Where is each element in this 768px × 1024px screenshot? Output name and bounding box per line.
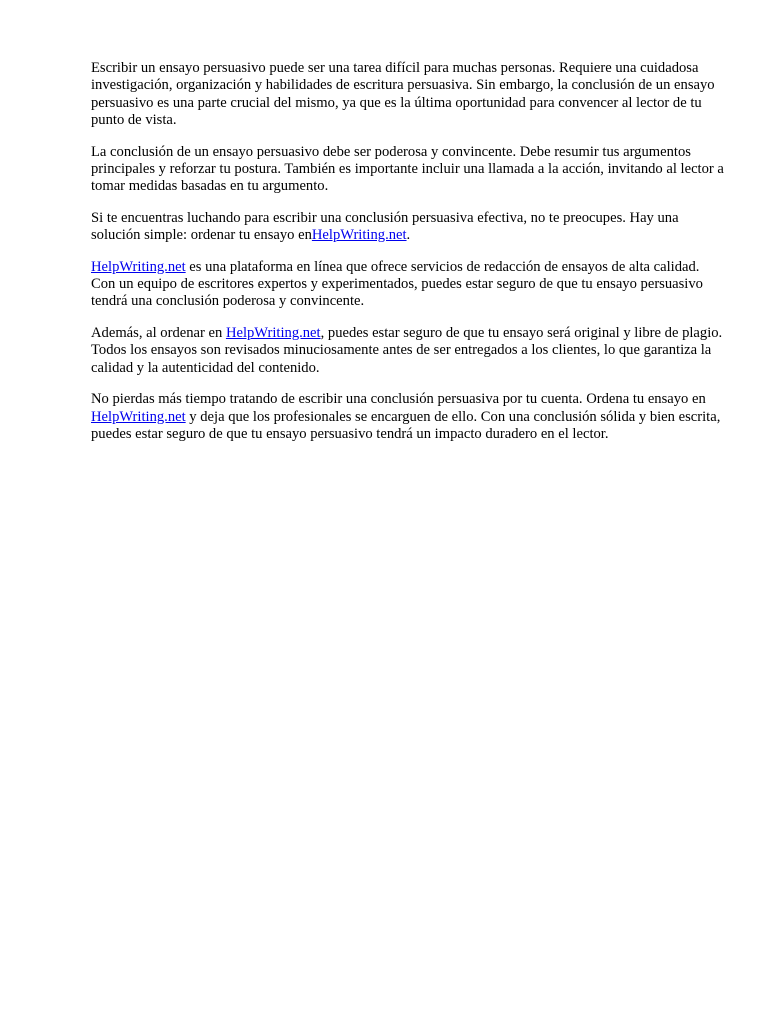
paragraph-conclusion-role: La conclusión de un ensayo persuasivo debe ser poderosa y convincente. Debe resumir tus argumentos principales y reforzar tu postura. También es importante incluir una llamada a la acción, invitando al lector a tomar medidas basadas en tu argumento. xyxy=(91,143,724,195)
helpwriting-link[interactable]: HelpWriting.net xyxy=(91,408,186,425)
paragraph-text: y deja que los profesionales se encarguen de ello. Con una conclusión sólida y bien escrita, puedes estar seguro de que tu ensayo persuasivo tendrá un impacto duradero en el lector. xyxy=(91,408,721,442)
paragraph-call-to-action xyxy=(91,391,727,443)
paragraph-text: No pierdas más tiempo tratando de escribir una conclusión persuasiva por tu cuenta. Ordena tu ensayo en xyxy=(91,391,706,408)
document-page xyxy=(91,60,727,457)
helpwriting-link[interactable]: HelpWriting.net xyxy=(311,227,407,244)
paragraph-intro: Escribir un ensayo persuasivo puede ser una tarea difícil para muchas personas. Requiere una cuidadosa investigación, organización y habilidades de escritura persuasiva. Sin embargo, la conclusión de un ensayo persuasivo es una parte crucial del mismo, ya que es la última oportunidad para convencer al lector de tu punto de vista. xyxy=(91,60,715,129)
paragraph-solution xyxy=(91,210,727,245)
paragraph-platform xyxy=(91,259,727,311)
paragraph-text: Si te encuentras luchando para escribir una conclusión persuasiva efectiva, no te preocupes. Hay una solución simple: ordenar tu ensayo en xyxy=(91,209,679,244)
paragraph-text: Además, al ordenar en xyxy=(91,324,226,341)
paragraph-originality xyxy=(91,325,727,377)
helpwriting-link[interactable]: HelpWriting.net xyxy=(91,258,186,275)
helpwriting-link[interactable]: HelpWriting.net xyxy=(225,324,321,341)
paragraph-text: es una plataforma en línea que ofrece servicios de redacción de ensayos de alta calidad. Con un equipo de escritores expertos y experimentados, puedes estar seguro de que tu ensayo persuasivo tendrá una conclusión poderosa y convincente. xyxy=(91,258,703,310)
paragraph-text: , puedes estar seguro de que tu ensayo será original y libre de plagio. Todos los ensayos son revisados minuciosamente antes de ser entregados a los clientes, lo que garantiza la calidad y la autenticidad del contenido. xyxy=(91,324,723,376)
paragraph-text: . xyxy=(406,227,411,244)
